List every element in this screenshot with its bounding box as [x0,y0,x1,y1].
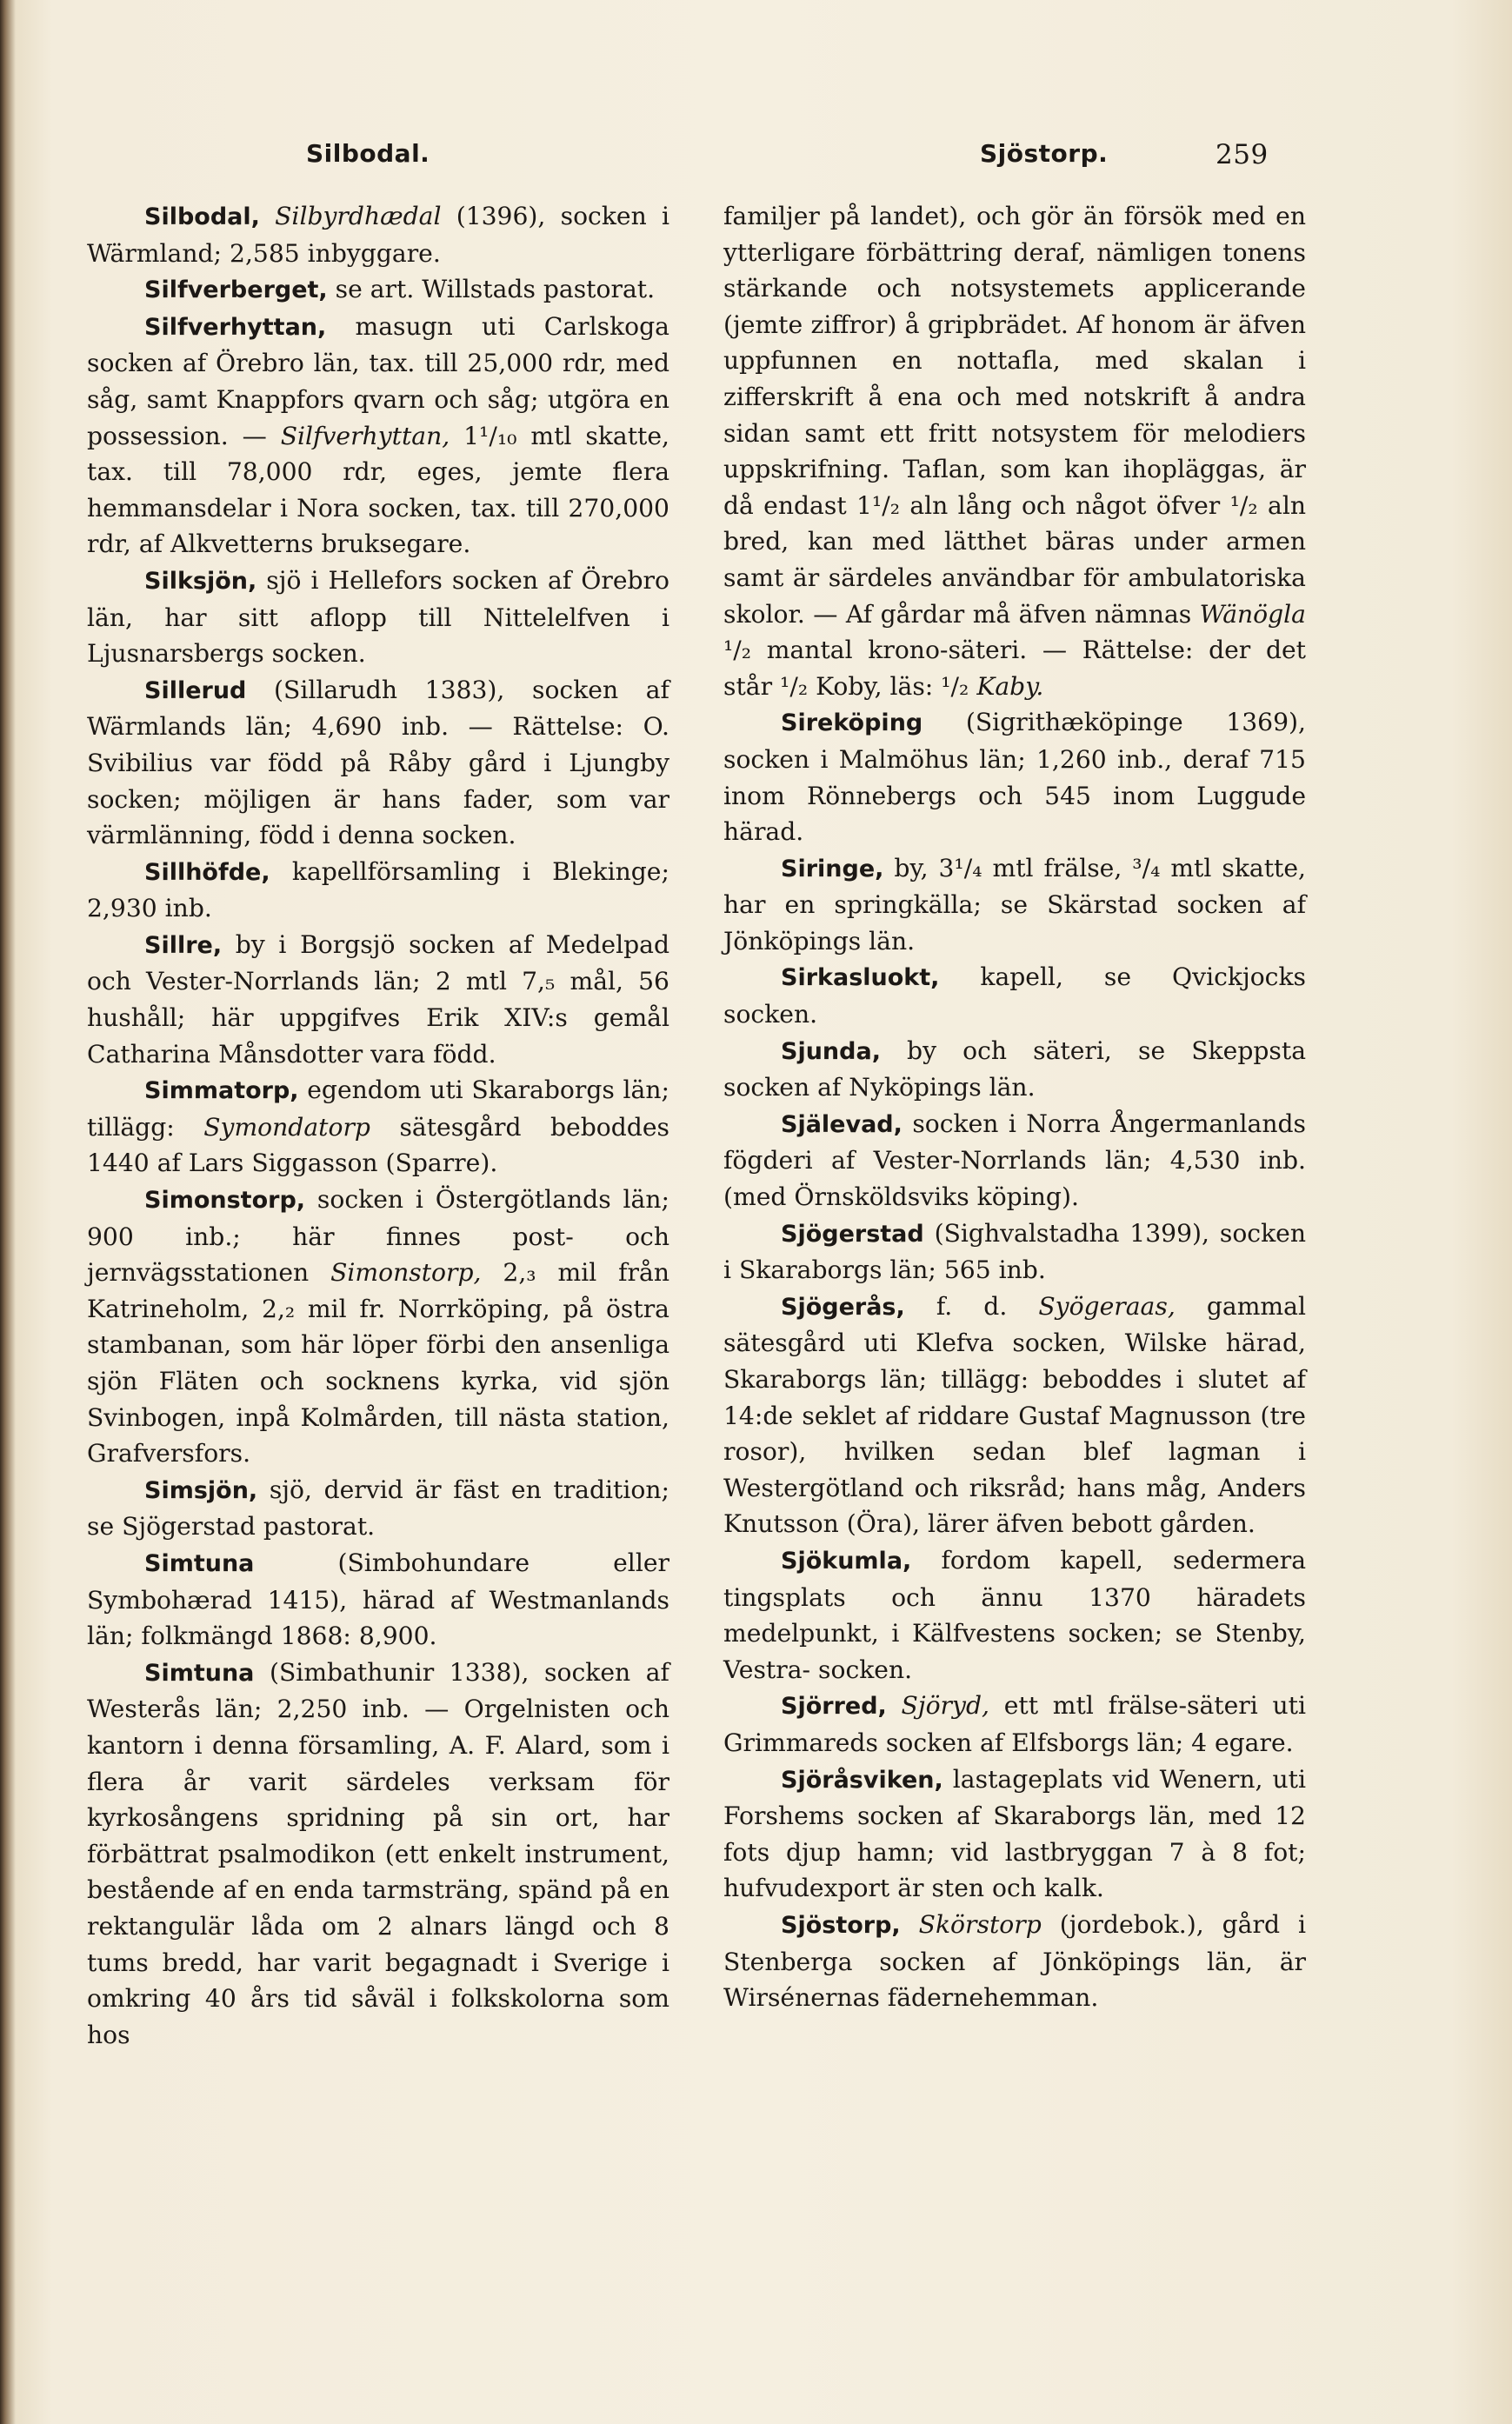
dictionary-entry [87,927,669,1072]
italic-term: Sjöryd, [901,1691,989,1721]
entry-headword: Silfverberget, [144,276,328,304]
italic-term: Simonstorp, [330,1258,482,1288]
italic-term: Silfverhyttan, [280,421,450,450]
entry-text: (jordebok.), gård i Stenberga socken af Jönköpings län, är Wirsénernas fädernehemman. [723,1909,1306,2013]
entry-headword: Sirkasluokt, [781,964,940,992]
entry-text: se art. Willstads pastorat. [327,275,656,304]
dictionary-entry [723,850,1306,960]
entry-headword: Sjökumla, [781,1547,912,1575]
entry-text: 1¹/₁₀ mtl skatte, tax. till 78,000 rdr, eges, jemte flera hemmansdelar i Nora socken, tax. till 270,000 rdr, af Alkvetterns bruksegare. [87,421,669,559]
entry-headword: Sireköping [781,709,923,737]
entry-headword: Sjöstorp, [781,1911,901,1939]
entry-headword: Silfverhyttan, [144,313,327,341]
entry-text: ¹/₂ mantal krono-säteri. — Rättelse: der det står ¹/₂ Koby, läs: ¹/₂ [723,636,1306,701]
dictionary-entry [87,672,669,854]
entry-text [901,1910,919,1939]
italic-term: Skörstorp [918,1909,1042,1939]
right-column [723,198,1306,2016]
italic-term: Silbyrdhædal [275,202,442,230]
entry-text: (Sighvalstadha 1399), socken i Skaraborgs län; 565 inb. [723,1218,1306,1285]
entry-text: by i Borgsjö socken af Medelpad och Vester-Norrlands län; 2 mtl 7,₅ mål, 56 hushåll; här uppgifves Erik XIV:s gemål Catharina Månsdotter vara född. [87,929,669,1069]
entry-text: sjö, dervid är fäst en tradition; se Sjögerstad pastorat. [87,1475,669,1542]
dictionary-entry [87,563,669,672]
entry-headword: Simtuna [144,1659,255,1687]
entry-text: sjö i Hellefors socken af Örebro län, har sitt aflopp till Nittelelfven i Ljusnarsbergs socken. [87,565,669,669]
running-head-left: Silbodal. [306,139,430,168]
page-number: 259 [1216,139,1269,170]
entry-text [887,1691,902,1720]
entry-text: gammal sätesgård uti Klefva socken, Wilske härad, Skaraborgs län; tillägg: beboddes i slutet af 14:de seklet af riddare Gustaf Magnusson (tre rosor), hvilken sedan blef lagman i Westergötland och riksråd; hans måg, Anders Knutsson (Öra), lärer äfven bebott gården. [723,1291,1306,1539]
entry-text: (Simbathunir 1338), socken af Westerås län; 2,250 inb. — Orgelnisten och kantorn i denna församling, A. F. Alard, som i flera år varit särdeles verksam för kyrkosångens spridning på sin ort, har förbättrat psalmodikon (ett enkelt instrument, bestående af en enda tarmsträng, spänd på en rektangulär låda om 2 alnars längd och 8 tums bredd, har varit begagnadt i Sverige i omkring 40 års tid såväl i folkskolorna som hos [87,1657,669,2049]
entry-headword: Silbodal, [144,203,260,230]
entry-text: (Simbohundare eller Symbohærad 1415), härad af Westmanlands län; folkmängd 1868: 8,900. [87,1548,669,1651]
entry-headword: Simmatorp, [144,1077,299,1105]
italic-term: Wänögla [1199,599,1306,629]
entry-headword: Simsjön, [144,1476,258,1504]
entry-text: masugn uti Carlskoga socken af Örebro län, tax. till 25,000 rdr, med såg, samt Knappfors qvarn och såg; utgöra en possession. — [87,311,669,450]
entry-text: 2,₃ mil från Katrineholm, 2,₂ mil fr. Norrköping, på östra stambanan, som här löper förbi den ansenliga sjön Fläten och socknens kyrka, vid sjön Svinbogen, inpå Kolmården, till nästa station, Grafversfors. [87,1258,669,1468]
entry-text: socken i Östergötlands län; 900 inb.; här finnes post- och jernvägsstationen [87,1185,669,1288]
entry-text: (1396), socken i Wärmland; 2,585 inbyggare. [87,202,669,268]
dictionary-entry [87,309,669,563]
dictionary-entry [87,854,669,927]
entry-headword: Simtuna [144,1549,255,1577]
dictionary-entry [87,271,669,309]
dictionary-entry [87,1072,669,1182]
entry-headword: Sillre, [144,931,223,959]
entry-text: sätesgård beboddes 1440 af Lars Siggasson (Sparre). [87,1112,669,1178]
entry-text: by, 3¹/₄ mtl frälse, ³/₄ mtl skatte, har en springkälla; se Skärstad socken af Jönköpings län. [723,853,1306,956]
dictionary-entry [87,1655,669,2054]
dictionary-entry [723,1033,1306,1106]
entry-headword: Själevad, [781,1110,903,1138]
entry-text: kapellförsamling i Blekinge; 2,930 inb. [87,856,669,923]
entry-headword: Sjöråsviken, [781,1766,943,1794]
entry-text: fordom kapell, sedermera tingsplats och ännu 1370 häradets medelpunkt, i Kälfvestens socken; se Stenby, Vestra- socken. [723,1545,1306,1684]
entry-headword: Sillerud [144,676,247,704]
italic-term: Syögeraas, [1038,1291,1176,1321]
dictionary-entry [723,1215,1306,1289]
dictionary-entry [723,1688,1306,1761]
dictionary-entry [723,704,1306,849]
entry-text: (Sigrithæköpinge 1369), socken i Malmöhus län; 1,260 inb., deraf 715 inom Rönnebergs och 545 inom Luggude härad. [723,708,1306,847]
dictionary-entry [723,1907,1306,2016]
entry-text: lastageplats vid Wenern, uti Forshems socken af Skaraborgs län, med 12 fots djup hamn; vid lastbryggan 7 à 8 fot; hufvudexport är sten och kalk. [723,1764,1306,1903]
entry-headword: Sjögerstad [781,1220,924,1248]
left-column [87,198,669,2053]
dictionary-entry [87,1472,669,1545]
dictionary-entry [723,1542,1306,1688]
entry-text: by och säteri, se Skeppsta socken af Nyköpings län. [723,1036,1306,1102]
entry-headword: Sjörred, [781,1693,887,1721]
italic-term: Symondatorp [203,1112,370,1142]
entry-headword: Simonstorp, [144,1187,306,1215]
dictionary-entry [723,959,1306,1032]
dictionary-entry [723,1106,1306,1215]
entry-text: ett mtl frälse-säteri uti Grimmareds socken af Elfsborgs län; 4 egare. [723,1691,1306,1757]
entry-headword: Sillhöfde, [144,858,270,886]
dictionary-entry [723,1761,1306,1907]
dictionary-entry [87,198,669,271]
continued-entry [723,198,1306,704]
entry-text: (Sillarudh 1383), socken af Wärmlands län; 4,690 inb. — Rättelse: O. Svibilius var född på Råby gård i Ljungby socken; möjligen är hans fader, som var värmlänning, född i denna socken. [87,675,669,850]
entry-text: f. d. [904,1291,1039,1321]
dictionary-entry [87,1545,669,1655]
entry-headword: Sjögerås, [781,1293,905,1321]
entry-text [260,202,275,230]
italic-term: Kaby. [976,671,1044,701]
entry-text: familjer på landet), och gör än försök med en ytterligare förbättring deraf, nämligen tonens stärkande och notsystemets applicerande (jemte ziffror) å gripbrädet. Af honom är äfven uppfunnen en nottafla, med skalan i zifferskrift å ena och med notskrift å andra sidan samt ett fritt notsystem för melodiers uppskrifning. Taflan, som kan ihopläggas, är då endast 1¹/₂ aln lång och något öfver ¹/₂ aln bred, kan med lätthet bäras under armen samt är särdeles användbar för ambulatoriska skolor. — Af gårdar må äfven nämnas [723,202,1306,629]
running-head-right: Sjöstorp. [980,139,1109,168]
entry-text: egendom uti Skaraborgs län; tillägg: [87,1075,669,1142]
entry-text: kapell, se Qvickjocks socken. [723,962,1306,1029]
entry-headword: Silksjön, [144,567,257,595]
entry-text: socken i Norra Ångermanlands fögderi af Vester-Norrlands län; 4,530 inb. (med Örnsköldsviks köping). [723,1109,1306,1212]
dictionary-entry [87,1182,669,1472]
entry-headword: Siringe, [781,855,884,882]
dictionary-entry [723,1289,1306,1542]
entry-headword: Sjunda, [781,1037,881,1065]
